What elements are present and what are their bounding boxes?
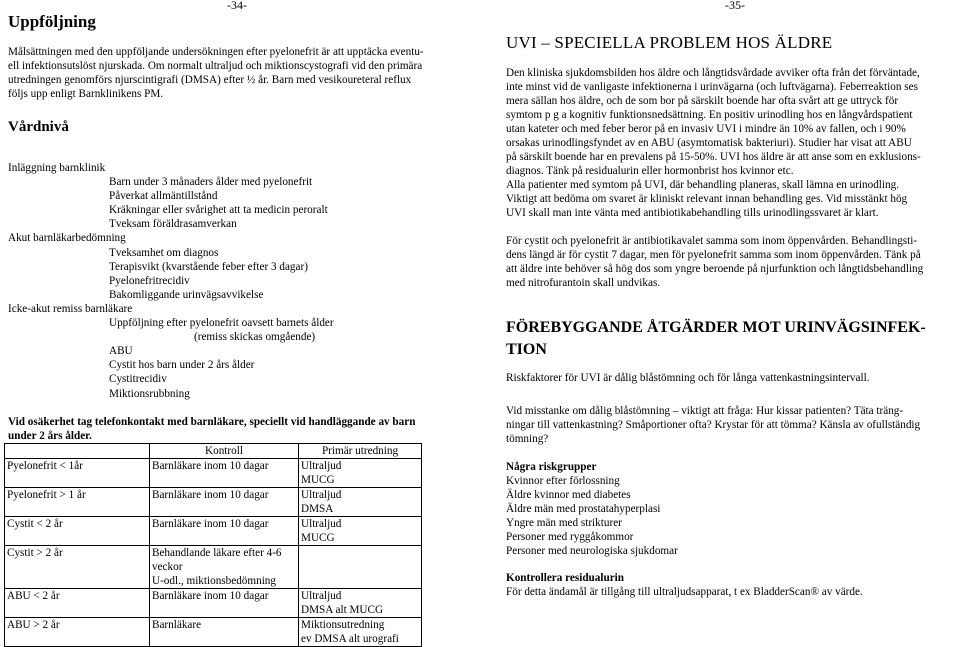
intro-line: Målsättningen med den uppföljande undersökningen efter pyelonefrit är att upptäcka eventu-	[8, 46, 424, 58]
text-line: på särskilt boende har en prevalens på 15-50%. UVI hos äldre är att anse som en exklusions-	[506, 151, 921, 163]
table-cell-condition: Cystit < 2 år	[5, 517, 150, 546]
residual-text: För detta ändamål är tillgång till ultraljudsapparat, t ex BladderScan® av värde.	[506, 586, 863, 598]
table-cell-investigation: Ultraljud DMSA alt MUCG	[299, 589, 422, 618]
care-level-heading: Icke-akut remiss barnläkare	[8, 302, 133, 315]
uncertainty-note	[8, 415, 468, 443]
table-cell-control: Barnläkare inom 10 dagar	[150, 589, 299, 618]
intro-line: följs upp enligt Barnklinikens PM.	[8, 88, 164, 100]
residual-heading: Kontrollera residualurin	[506, 572, 624, 584]
uvi-paragraph-1	[506, 66, 956, 220]
text-line: symtom p g a kognitiv funktionsnedsättning. En positiv urinodling hos en långvårdspatient	[506, 109, 913, 121]
uncertainty-line: Vid osäkerhet tag telefonkontakt med barnläkare, speciellt vid handläggande av barn	[8, 416, 416, 428]
table-row	[5, 459, 422, 488]
residual-section	[506, 571, 956, 599]
table-cell-condition: Cystit > 2 år	[5, 546, 150, 589]
text-line: dens längd är för cystit 7 dagar, men för pyelonefrit samma som inom öppenvården. Tänk på	[506, 249, 921, 261]
left-page-number: -34-	[227, 0, 247, 12]
care-level-item: Miktionsrubbning	[109, 387, 190, 400]
care-level-item: Kräkningar eller svårighet att ta medicin peroralt	[109, 204, 328, 217]
table-row	[5, 488, 422, 517]
table-cell-control: Barnläkare	[150, 618, 299, 647]
table-row	[5, 546, 422, 589]
risk-groups-heading: Några riskgrupper	[506, 461, 597, 473]
uvi-paragraph-2	[506, 234, 956, 290]
table-header-row	[5, 444, 422, 459]
table-cell-control: Barnläkare inom 10 dagar	[150, 517, 299, 546]
list-item: Kvinnor efter förlossning	[506, 475, 620, 487]
prevention-heading-line: TION	[506, 341, 547, 358]
left-page-title: Uppföljning	[8, 12, 96, 31]
care-level-heading: Akut barnläkarbedömning	[8, 232, 126, 245]
intro-paragraph	[8, 45, 468, 101]
table-header-cell: Primär utredning	[299, 444, 422, 459]
text-line: diagnos. Tänk på residualurin eller hormonbrist hos kvinnor etc.	[506, 165, 794, 177]
care-level-item: Tveksam föräldrasamverkan	[109, 218, 237, 231]
text-line: att äldre inte behöver så hög dos som yngre beroende på njurfunktion och långtidsbehandling	[506, 263, 924, 275]
care-level-item: (remiss skickas omgående)	[194, 331, 316, 344]
care-level-item: Pyelonefritrecidiv	[109, 274, 190, 287]
care-level-item: Cystitrecidiv	[109, 373, 167, 386]
prevention-heading	[506, 317, 956, 361]
text-line: mera sällan hos äldre, och de som bor på särskilt boende har ofta svårt att ge uttryck för	[506, 95, 899, 107]
care-level-item: Terapisvikt (kvarstående feber efter 3 dagar)	[109, 260, 308, 273]
intro-line: utredningen genomförs njurscintigrafi (DMSA) efter ½ år. Barn med vesikoureteral reflux	[8, 74, 412, 86]
table-cell-investigation: Ultraljud MUCG	[299, 459, 422, 488]
table-cell-investigation: Miktionsutredning ev DMSA alt urografi	[299, 618, 422, 647]
care-level-item: Bakomliggande urinvägsavvikelse	[109, 288, 264, 301]
care-level-item: Uppföljning efter pyelonefrit oavsett barnets ålder	[109, 317, 334, 330]
risk-groups	[506, 460, 956, 558]
right-page-number: -35-	[725, 0, 745, 12]
text-line: UVI skall man inte vänta med antibiotikabehandling tills urinodlingssvaret är klart.	[506, 207, 879, 219]
table-cell-investigation: Ultraljud DMSA	[299, 488, 422, 517]
vardniva-heading: Vårdnivå	[8, 119, 69, 135]
care-level-item: Barn under 3 månaders ålder med pyelonefrit	[109, 176, 313, 189]
table-cell-condition: Pyelonefrit > 1 år	[5, 488, 150, 517]
text-line: tömning?	[506, 433, 549, 445]
uvi-heading: UVI – SPECIELLA PROBLEM HOS ÄLDRE	[506, 33, 833, 52]
table-cell-condition: ABU > 2 år	[5, 618, 150, 647]
table-cell-control: Behandlande läkare efter 4-6 veckor U-odl., miktionsbedömning	[150, 546, 299, 589]
text-line: orsakas urinodlingsfyndet av en ABU (asymtomatisk bakteriuri). Studier har visat att ABU	[506, 137, 912, 149]
text-line: Den kliniska sjukdomsbilden hos äldre och långtidsvårdade avviker ofta från det förväntade,	[506, 67, 920, 79]
table-cell-investigation	[299, 546, 422, 589]
uvi-paragraph-3	[506, 404, 956, 446]
table-cell-control: Barnläkare inom 10 dagar	[150, 459, 299, 488]
care-levels	[8, 161, 468, 401]
table-cell-condition: ABU < 2 år	[5, 589, 150, 618]
text-line: ningar till vattenkastning? Småportioner ofta? Krystar för att tömma? Känsla av ofullständig	[506, 419, 921, 431]
text-line: Vid misstanke om dålig blåstömning – viktigt att fråga: Hur kissar patienten? Täta träng-	[506, 405, 904, 417]
text-line: För cystit och pyelonefrit är antibiotikavalet samma som inom öppenvården. Behandlingsti-	[506, 235, 918, 247]
care-level-item: ABU	[109, 345, 133, 358]
table-row	[5, 517, 422, 546]
table-row	[5, 618, 422, 647]
table-row	[5, 589, 422, 618]
table-header-cell: Kontroll	[150, 444, 299, 459]
risk-factors-line: Riskfaktorer för UVI är dålig blåstömning och för långa vattenkastningsintervall.	[506, 372, 870, 384]
text-line: med nitrofurantoin skall undvikas.	[506, 277, 661, 289]
intro-line: ell infektionsutslöst njurskada. Om normalt ultraljud och miktionscystografi vid den primära	[8, 60, 423, 72]
list-item: Äldre kvinnor med diabetes	[506, 489, 631, 501]
text-line: Alla patienter med symtom på UVI, där behandling planeras, skall lämna en urinodling.	[506, 179, 900, 191]
list-item: Yngre män med strikturer	[506, 517, 622, 529]
list-item: Personer med ryggåkommor	[506, 531, 634, 543]
care-level-heading: Inläggning barnklinik	[8, 162, 106, 174]
table-header-cell	[5, 444, 150, 459]
text-line: inte minst vid de vanligaste infektionerna i urinvägarna (och luftvägarna). Feberreaktion ses	[506, 81, 918, 93]
table-cell-control: Barnläkare inom 10 dagar	[150, 488, 299, 517]
care-level-item: Påverkat allmäntillstånd	[109, 190, 218, 203]
table-cell-investigation: Ultraljud MUCG	[299, 517, 422, 546]
uncertainty-line: under 2 års ålder.	[8, 430, 92, 442]
table-cell-condition: Pyelonefrit < 1år	[5, 459, 150, 488]
list-item: Personer med neurologiska sjukdomar	[506, 545, 678, 557]
care-level-item: Tveksamhet om diagnos	[109, 246, 219, 259]
text-line: utan kateter och med feber beror på en invasiv UVI i mindre än 10% av fallen, och i 90%	[506, 123, 906, 135]
text-line: Viktigt att bedöma om svaret är kliniskt relevant innan behandling ges. Vid misstänkt hög	[506, 193, 908, 205]
prevention-heading-line: FÖREBYGGANDE ÅTGÄRDER MOT URINVÄGSINFEK-	[506, 319, 926, 336]
care-level-item: Cystit hos barn under 2 års ålder	[109, 359, 255, 372]
list-item: Äldre män med prostatahyperplasi	[506, 503, 661, 515]
investigation-table	[4, 443, 422, 647]
